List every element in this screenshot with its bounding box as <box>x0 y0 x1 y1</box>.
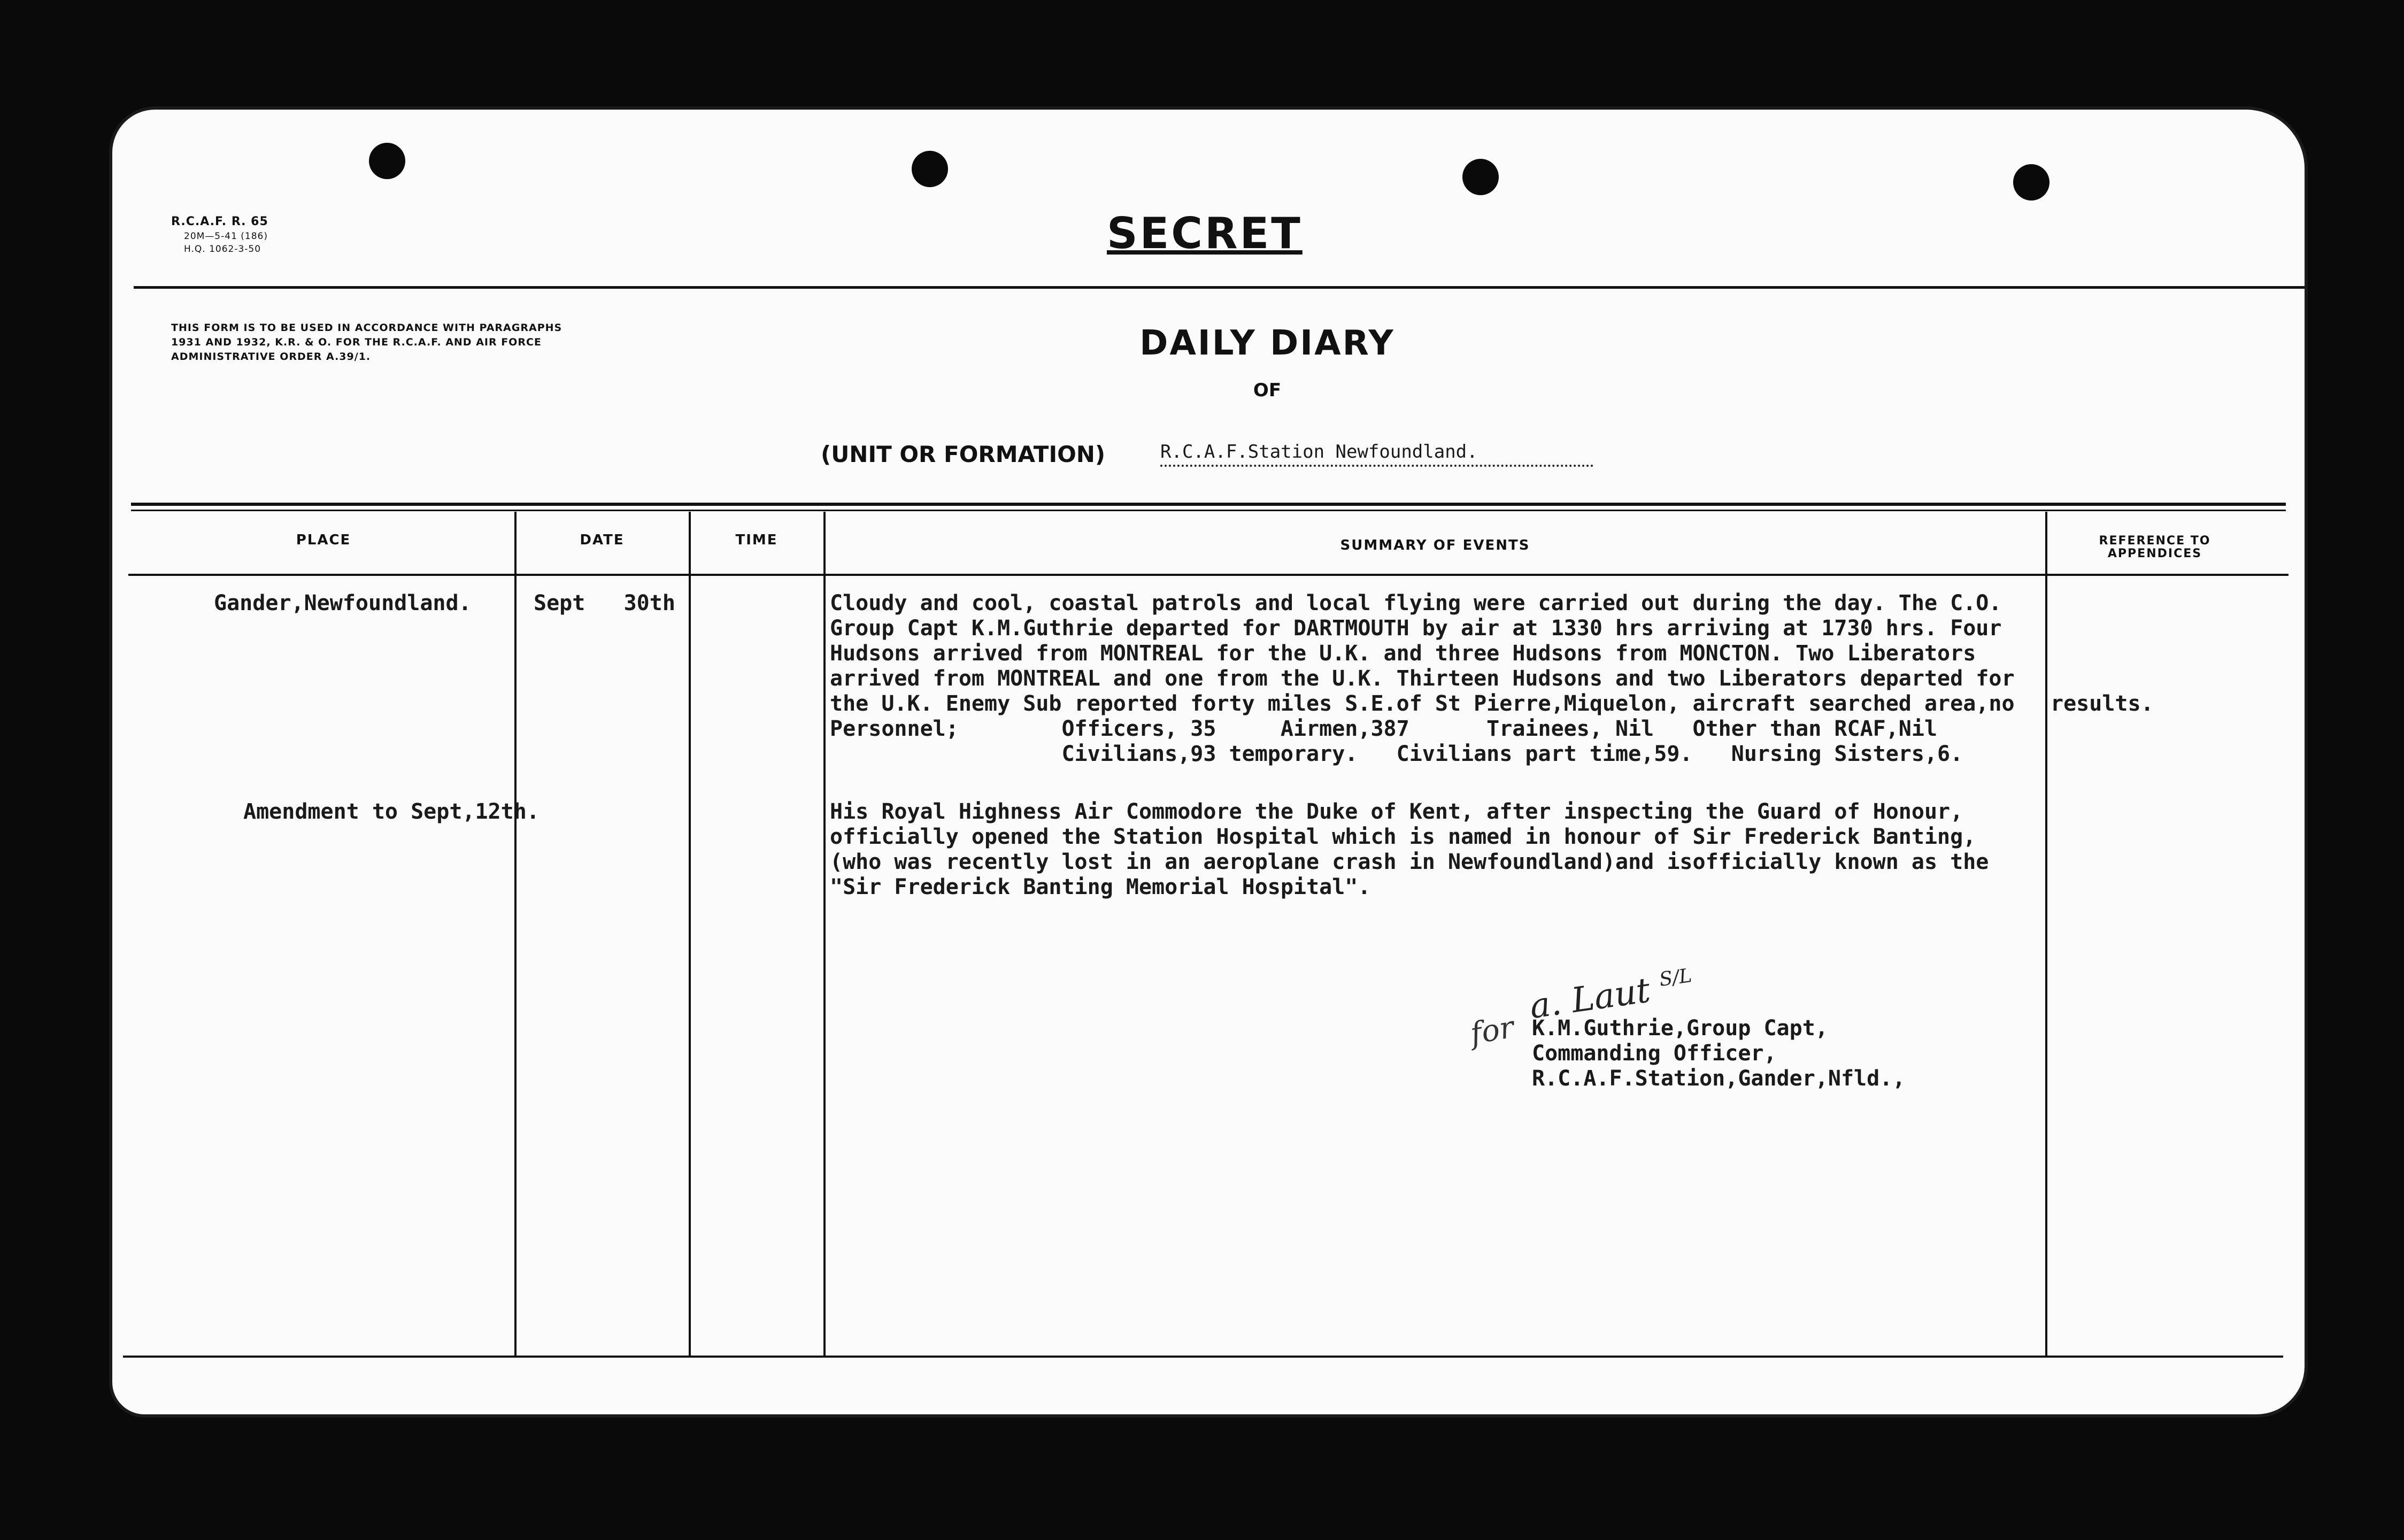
signature-suffix: S/L <box>1658 964 1693 991</box>
column-header-date: DATE <box>580 532 625 548</box>
entry-summary <box>830 591 2015 767</box>
signature-initials: for <box>1467 1010 1517 1052</box>
form-instructions: THIS FORM IS TO BE USED IN ACCORDANCE WITH PARAGRAPHS 1931 AND 1932, K.R. & O. FOR THE R.C.A.F. AND AIR FORCE ADMINISTRATIVE ORDER A.39/1. <box>171 322 563 363</box>
column-header-rule <box>128 574 2289 576</box>
summary-line: Cloudy and cool, coastal patrols and local flying were carried out during the day. The C.O. <box>830 591 2002 615</box>
header-rule <box>134 286 2305 289</box>
punch-hole <box>912 151 948 187</box>
form-print-run: 20M—5-41 (186) <box>184 231 268 242</box>
amendment-summary <box>830 799 1989 900</box>
summary-line: the U.K. Enemy Sub reported forty miles S.E.of St Pierre,Miquelon, aircraft searched area,no <box>830 691 2015 716</box>
diary-form <box>112 110 2305 1414</box>
column-divider <box>823 512 826 1357</box>
title-of: OF <box>1253 380 1282 401</box>
column-divider <box>2045 512 2047 1357</box>
column-header-place: PLACE <box>296 532 351 548</box>
summary-line: officially opened the Station Hospital which is named in honour of Sir Frederick Banting, <box>830 825 1976 849</box>
form-hq-ref: H.Q. 1062-3-50 <box>184 244 261 255</box>
summary-line: Group Capt K.M.Guthrie departed for DARTMOUTH by air at 1330 hrs arriving at 1730 hrs. Four <box>830 616 2002 641</box>
summary-line: Civilians,93 temporary. Civilians part time,59. Nursing Sisters,6. <box>830 742 1963 766</box>
signature-block <box>1532 1016 1905 1091</box>
punch-hole <box>369 143 405 179</box>
signature-station-line: R.C.A.F.Station,Gander,Nfld., <box>1532 1066 1906 1091</box>
page-title: DAILY DIARY <box>1139 324 1395 363</box>
column-header-summary: SUMMARY OF EVENTS <box>1340 537 1530 553</box>
signature-role-line: Commanding Officer, <box>1532 1041 1777 1066</box>
unit-label: (UNIT OR FORMATION) <box>821 441 1106 467</box>
entry-place: Gander,Newfoundland. <box>214 591 472 615</box>
signature-name: a. Laut <box>1527 971 1653 1027</box>
punch-hole <box>1462 159 1499 195</box>
punch-hole <box>2013 164 2049 201</box>
table-bottom-rule <box>123 1356 2283 1358</box>
entry-date: Sept 30th <box>534 591 675 615</box>
reference-overflow-text: results. <box>2051 691 2154 716</box>
summary-line: "Sir Frederick Banting Memorial Hospital". <box>830 875 1371 899</box>
signature-name-line: K.M.Guthrie,Group Capt, <box>1532 1016 1828 1041</box>
column-divider <box>514 512 517 1357</box>
summary-line: His Royal Highness Air Commodore the Duke of Kent, after inspecting the Guard of Honour, <box>830 799 1963 824</box>
column-header-time: TIME <box>735 532 778 548</box>
unit-value: R.C.A.F.Station Newfoundland. <box>1160 441 1593 467</box>
column-divider <box>689 512 691 1357</box>
table-top-rule-2 <box>131 510 2286 511</box>
amendment-place: Amendment to Sept,12th. <box>243 799 540 824</box>
summary-line: arrived from MONTREAL and one from the U.K. Thirteen Hudsons and two Liberators departed for <box>830 666 2015 691</box>
classification-heading: SECRET <box>1107 209 1303 258</box>
table-top-rule <box>131 503 2286 506</box>
form-code-number: R.C.A.F. R. 65 <box>171 215 268 228</box>
summary-line: Personnel; Officers, 35 Airmen,387 Trainees, Nil Other than RCAF,Nil <box>830 717 1938 741</box>
summary-line: Hudsons arrived from MONTREAL for the U.K. and three Hudsons from MONCTON. Two Liberators <box>830 641 1976 666</box>
summary-line: (who was recently lost in an aeroplane crash in Newfoundland)and isofficially known as the <box>830 850 1989 874</box>
form-code <box>171 214 268 256</box>
column-header-reference: REFERENCE TO APPENDICES <box>2099 534 2211 560</box>
